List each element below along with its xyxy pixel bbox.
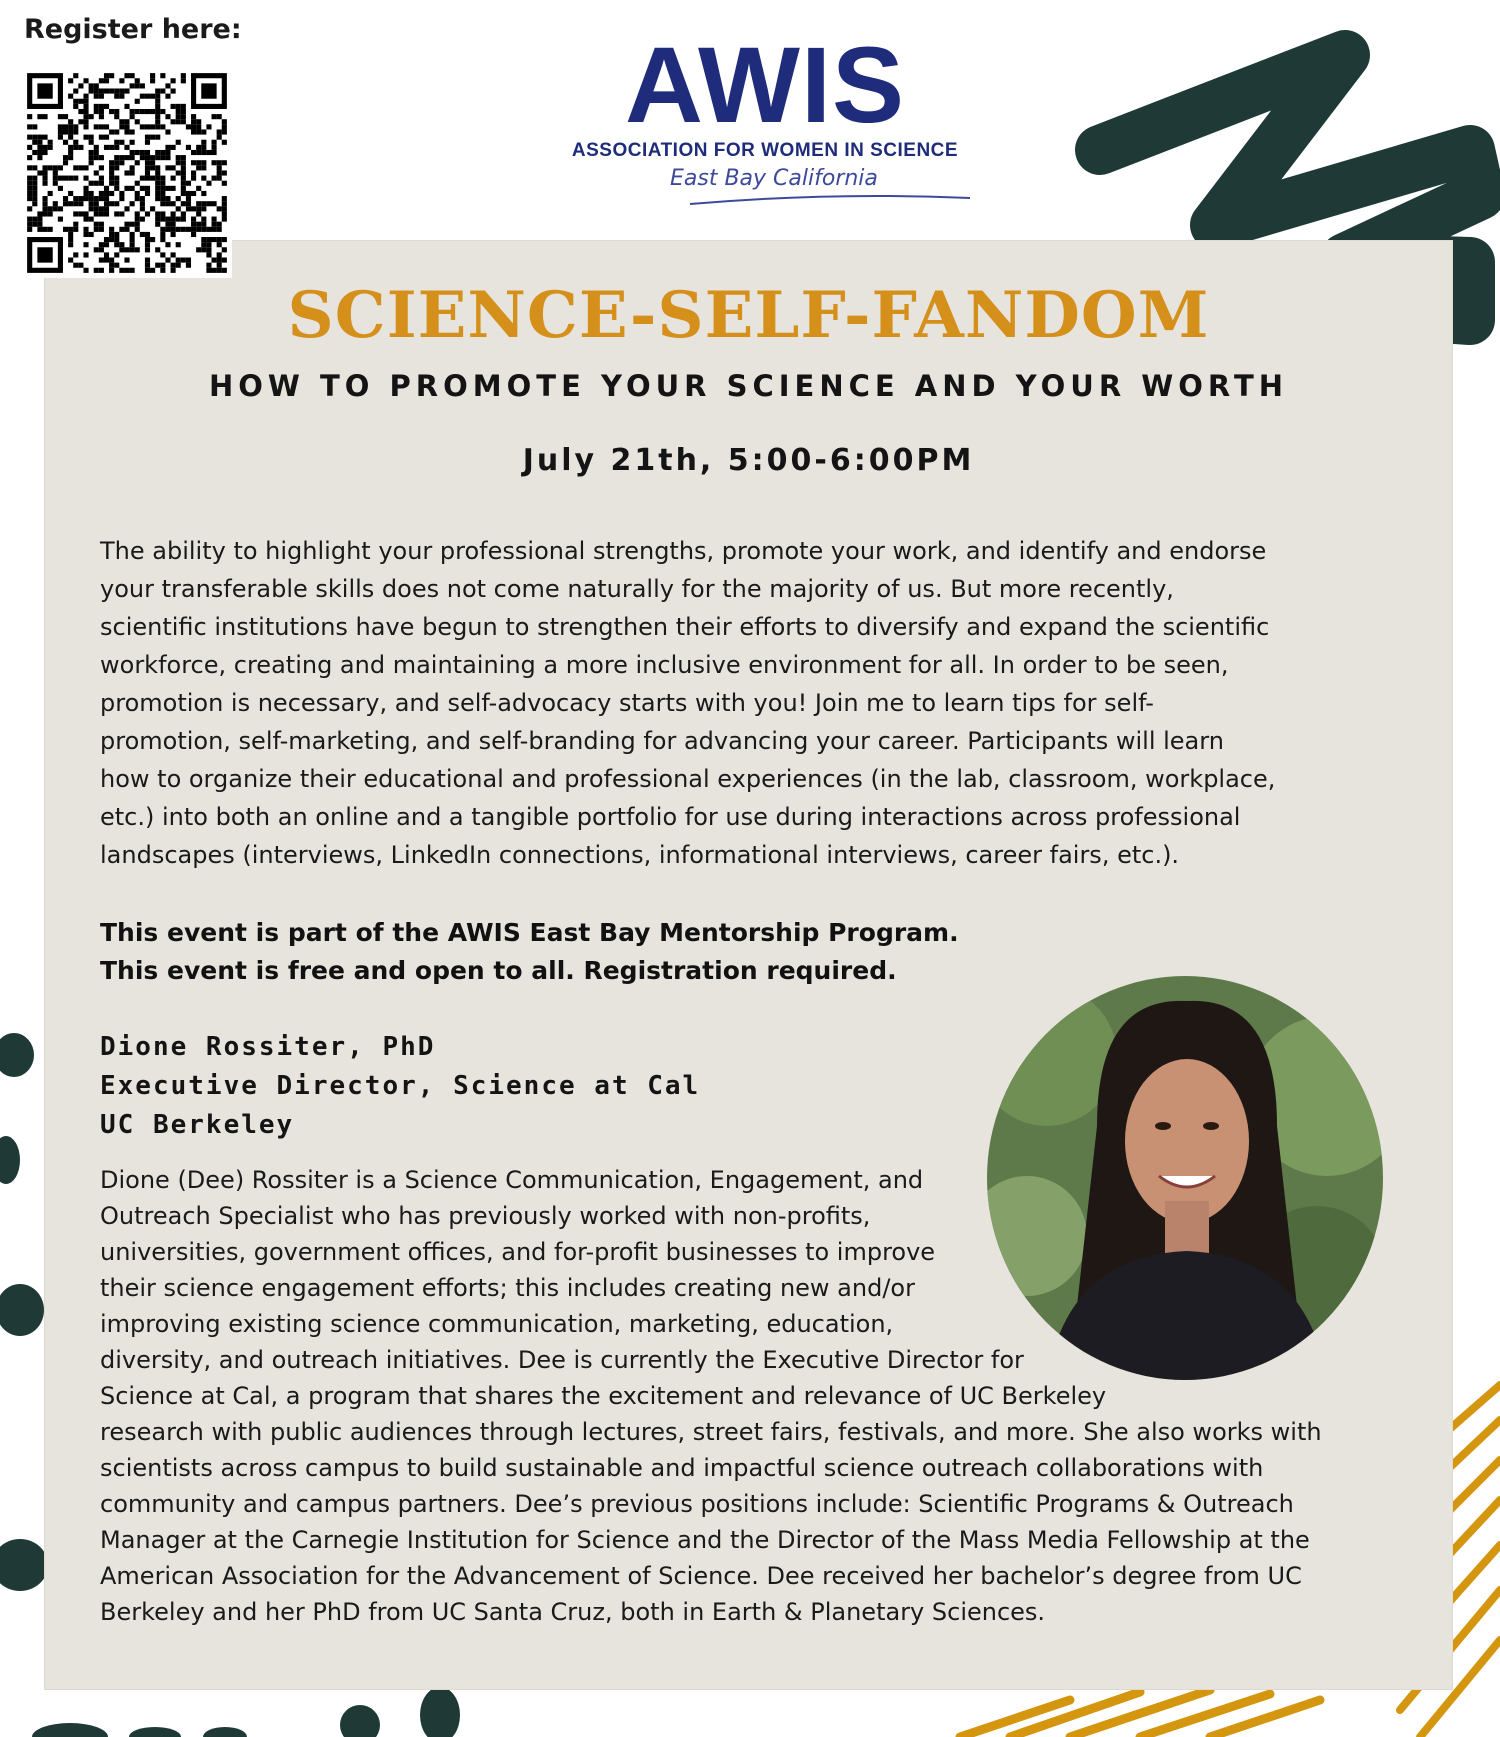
mentorship-note: This event is part of the AWIS East Bay Mentorship Program. [100, 918, 959, 947]
gold-stripes-bottom [960, 1690, 1320, 1737]
bio-line: Science at Cal, a program that shares the excitement and relevance of UC Berkeley [100, 1382, 1107, 1410]
description-line: etc.) into both an online and a tangible portfolio for use during interactions across professional [100, 803, 1241, 831]
awis-logo [540, 24, 990, 205]
description-line: scientific institutions have begun to strengthen their efforts to diversify and expand the scientific [100, 613, 1270, 641]
logo-full-name: ASSOCIATION FOR WOMEN IN SCIENCE [571, 140, 959, 161]
bio-line: their science engagement efforts; this includes creating new and/or [100, 1274, 915, 1302]
bio-line: Dione (Dee) Rossiter is a Science Communication, Engagement, and [100, 1166, 924, 1194]
speaker-name: Dione Rossiter, PhD [100, 1032, 436, 1062]
bio-line: Manager at the Carnegie Institution for Science and the Director of the Mass Media Fellowship at the [100, 1526, 1310, 1554]
logo-swoosh [690, 188, 970, 208]
register-label: Register here: [24, 14, 242, 45]
logo-chapter: East Bay California [670, 166, 878, 191]
bio-line: research with public audiences through lectures, street fairs, festivals, and more. She also works with [100, 1418, 1322, 1446]
dot-shape [420, 1687, 460, 1737]
description-line: how to organize their educational and professional experiences (in the lab, classroom, workplace, [100, 765, 1276, 793]
speaker-photo [987, 976, 1383, 1380]
dot-shape [129, 1727, 181, 1737]
description-line: promotion, self-marketing, and self-branding for advancing your career. Participants will learn [100, 727, 1224, 755]
event-date: July 21th, 5:00-6:00PM [522, 443, 975, 478]
dot-shape [0, 1136, 20, 1184]
dot-shape [0, 1284, 44, 1336]
registration-note: This event is free and open to all. Registration required. [100, 956, 897, 985]
bio-line: American Association for the Advancement of Science. Dee received her bachelor’s degree from UC [100, 1562, 1302, 1590]
description-line: workforce, creating and maintaining a more inclusive environment for all. In order to be seen, [100, 651, 1229, 679]
dot-shape [0, 1033, 34, 1077]
event-description [100, 532, 1400, 874]
dot-shape [32, 1723, 108, 1737]
description-line: promotion is necessary, and self-advocacy starts with you! Join me to learn tips for self- [100, 689, 1154, 717]
dot-shape [203, 1727, 247, 1737]
registration-qr-code[interactable] [22, 68, 232, 278]
bio-line: Outreach Specialist who has previously worked with non-profits, [100, 1202, 871, 1230]
bio-line: scientists across campus to build sustainable and impactful science outreach collaborations with [100, 1454, 1264, 1482]
speaker-affiliation: UC Berkeley [100, 1110, 295, 1140]
bio-line: Berkeley and her PhD from UC Santa Cruz, both in Earth & Planetary Sciences. [100, 1598, 1046, 1626]
description-line: The ability to highlight your professional strengths, promote your work, and identify and endorse [100, 537, 1267, 565]
bio-line: community and campus partners. Dee’s previous positions include: Scientific Programs & Outreach [100, 1490, 1294, 1518]
event-subtitle: HOW TO PROMOTE YOUR SCIENCE AND YOUR WORTH [209, 369, 1288, 403]
dot-shape [340, 1705, 380, 1737]
speaker-title: Executive Director, Science at Cal [100, 1071, 701, 1101]
bio-line: universities, government offices, and for-profit businesses to improve [100, 1238, 936, 1266]
bio-line: diversity, and outreach initiatives. Dee is currently the Executive Director for [100, 1346, 1024, 1374]
description-line: your transferable skills does not come naturally for the majority of us. But more recently, [100, 575, 1174, 603]
dot-shape [0, 1539, 48, 1591]
description-line: landscapes (interviews, LinkedIn connections, informational interviews, career fairs, etc.). [100, 841, 1180, 869]
event-title: SCIENCE-SELF-FANDOM [287, 278, 1210, 353]
bio-line: improving existing science communication, marketing, education, [100, 1310, 894, 1338]
logo-acronym: AWIS [624, 24, 905, 145]
